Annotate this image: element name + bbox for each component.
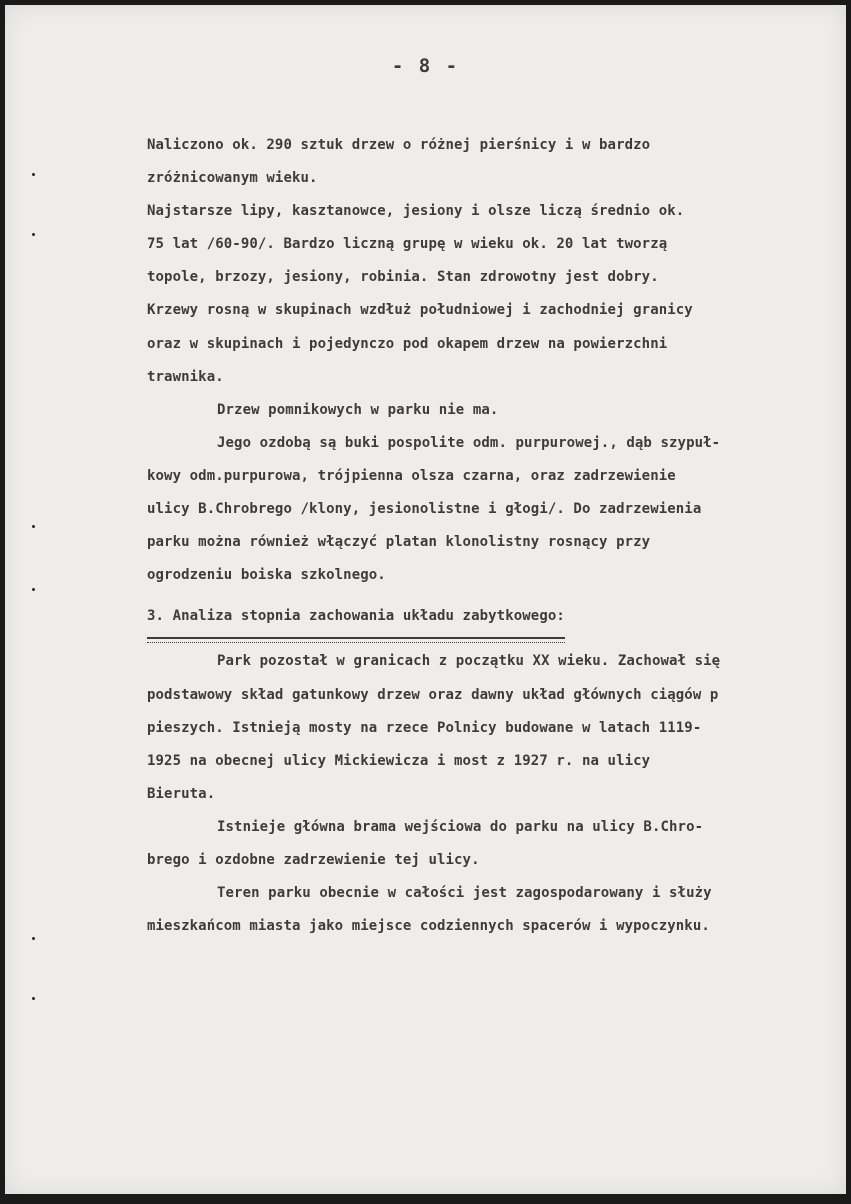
document-body: [147, 129, 837, 943]
text-line: 75 lat /60-90/. Bardzo liczną grupę w wieku ok. 20 lat tworzą: [147, 236, 668, 253]
text-line: brego i ozdobne zadrzewienie tej ulicy.: [147, 851, 480, 868]
text-line: ogrodzeniu boiska szkolnego.: [147, 567, 386, 584]
text-line: trawnika.: [147, 368, 224, 385]
margin-mark: [32, 173, 35, 176]
text-line: ulicy B.Chrobrego /klony, jesionolistne i głogi/. Do zadrzewienia: [147, 501, 702, 518]
text-line: 1925 na obecnej ulicy Mickiewicza i most z 1927 r. na ulicy: [147, 752, 651, 769]
paragraph-ornaments: [147, 427, 837, 592]
paragraph-main-gate: [147, 811, 837, 877]
paragraph-tree-age: [147, 195, 837, 394]
paragraph-monument-trees: [147, 394, 837, 427]
text-line: Naliczono ok. 290 sztuk drzew o różnej pierśnicy i w bardzo: [147, 137, 651, 153]
text-line: Drzew pomnikowych w parku nie ma.: [217, 401, 499, 418]
text-line: Najstarsze lipy, kasztanowce, jesiony i olsze liczą średnio ok.: [147, 203, 685, 220]
text-line: topole, brzozy, jesiony, robinia. Stan zdrowotny jest dobry.: [147, 269, 659, 286]
margin-mark: [32, 233, 35, 236]
page-number: - 8 -: [391, 55, 460, 77]
text-line: mieszkańcom miasta jako miejsce codziennych spacerów i wypoczynku.: [147, 918, 710, 935]
text-line: Istnieje główna brama wejściowa do parku na ulicy B.Chro-: [217, 818, 704, 835]
text-line: Krzewy rosną w skupinach wzdłuż południowej i zachodniej granicy: [147, 302, 693, 319]
text-line: Park pozostał w granicach z początku XX wieku. Zachował się: [217, 653, 721, 670]
margin-mark: [32, 525, 35, 528]
text-line: kowy odm.purpurowa, trójpienna olsza czarna, oraz zadrzewienie: [147, 467, 676, 484]
text-line: parku można również włączyć platan klonolistny rosnący przy: [147, 534, 651, 551]
text-line: podstawowy skład gatunkowy drzew oraz dawny układ głównych ciągów p: [147, 686, 719, 703]
margin-mark: [32, 997, 35, 1000]
section-heading-block: [147, 600, 837, 639]
paragraph-park-preservation: [147, 645, 837, 810]
text-line: Bieruta.: [147, 785, 216, 802]
text-line: oraz w skupinach i pojedynczo pod okapem drzew na powierzchni: [147, 335, 668, 352]
text-line: pieszych. Istnieją mosty na rzece Polnicy budowane w latach 1119-: [147, 719, 702, 736]
document-page: [5, 5, 846, 1194]
text-line: Teren parku obecnie w całości jest zagospodarowany i służy: [217, 885, 712, 902]
paragraph-park-use: [147, 877, 837, 943]
paragraph-tree-count: [147, 129, 837, 195]
margin-mark: [32, 937, 35, 940]
margin-mark: [32, 588, 35, 591]
text-line: Jego ozdobą są buki pospolite odm. purpurowej., dąb szypuł-: [217, 434, 721, 451]
text-line: zróżnicowanym wieku.: [147, 170, 318, 187]
section-heading: 3. Analiza stopnia zachowania układu zabytkowego:: [147, 600, 565, 639]
